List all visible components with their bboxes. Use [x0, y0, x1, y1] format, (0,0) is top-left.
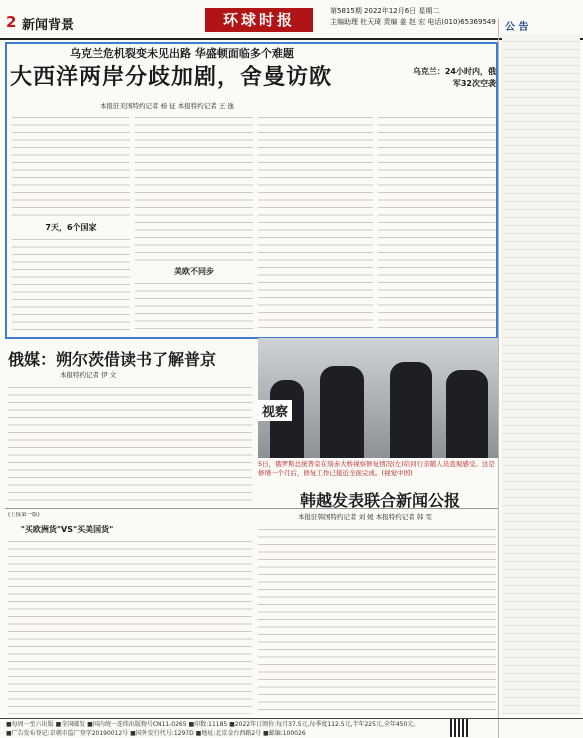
editor-info: 主编助理 杜天琦 责编 姜 赵 宏 电话(010)65369549	[330, 18, 496, 26]
germany-byline: 本报特约记者 伊 文	[60, 371, 117, 379]
lead-column-1b	[12, 234, 130, 334]
photo-figure	[390, 362, 432, 458]
issue-info	[330, 6, 496, 28]
trade-heading: "买欧洲货"VS"买美国货"	[20, 525, 114, 534]
trade-series: (上接第一版)	[8, 512, 40, 518]
photo-caption: 5日，俄罗斯总统普京在刻赤大桥视察修复情况(左)给同行亲随人员直观感受。这是修缮一个月后，修复工作已接近全面完成。(视觉中国)	[258, 460, 495, 477]
lead-column-4	[378, 112, 496, 334]
photo-figure	[320, 366, 364, 458]
korea-text	[258, 524, 496, 714]
lead-subtitle: 乌克兰危机裂变未见出路 华盛顿面临多个难题	[70, 47, 294, 60]
rail-title: 公 告	[505, 22, 529, 33]
footer-line-2: ■广告发布登记:京朝市监广登字20190012号 ■国外发行代号:1297D ■地址:北京金台西路2号 ■邮编:100026	[6, 730, 306, 737]
side-heading: 乌克兰：24小时内，俄军32次空袭	[412, 67, 496, 88]
korea-byline: 本报驻韩国特约记者 刘 媛 本报特约记者 韩 雯	[298, 513, 432, 521]
section-title: 新闻背景	[22, 18, 75, 33]
lead-byline: 本报驻美国特约记者 杨 征 本报特约记者 王 逸	[100, 102, 234, 110]
footer	[0, 718, 583, 738]
photo-figure	[446, 370, 488, 458]
lead-column-1	[12, 112, 130, 218]
section-heading-2: 美欧不同步	[174, 267, 214, 276]
photo-tag: 视察	[258, 400, 292, 421]
trade-text	[8, 536, 252, 714]
lead-column-2	[135, 112, 253, 262]
footer-line-1: ■每周一至六出版 ■全国邮发 ■国内统一连续出版物号CN11-0265 ■印数:11185 ■2022年订阅价:每月37.5元,每季度112.5元,半年225元,全年450元。	[6, 721, 420, 728]
korea-headline: 韩越发表联合新闻公报	[300, 491, 461, 510]
newspaper-logo: 环球时报	[205, 8, 313, 32]
rail-text	[502, 34, 580, 714]
qr-code-icon	[450, 719, 468, 737]
germany-text	[8, 382, 252, 504]
lead-column-3	[258, 112, 373, 334]
lead-headline: 大西洋两岸分歧加剧，舍曼访欧	[10, 65, 333, 90]
news-photo	[258, 338, 498, 458]
lead-column-2b	[135, 278, 253, 334]
issue-date: 第5815期 2022年12月6日 星期二	[330, 7, 440, 15]
germany-headline: 俄媒：朔尔茨借读书了解普京	[8, 350, 217, 369]
section-heading: 7天，6个国家	[45, 223, 97, 232]
page-number: 2	[6, 13, 17, 31]
